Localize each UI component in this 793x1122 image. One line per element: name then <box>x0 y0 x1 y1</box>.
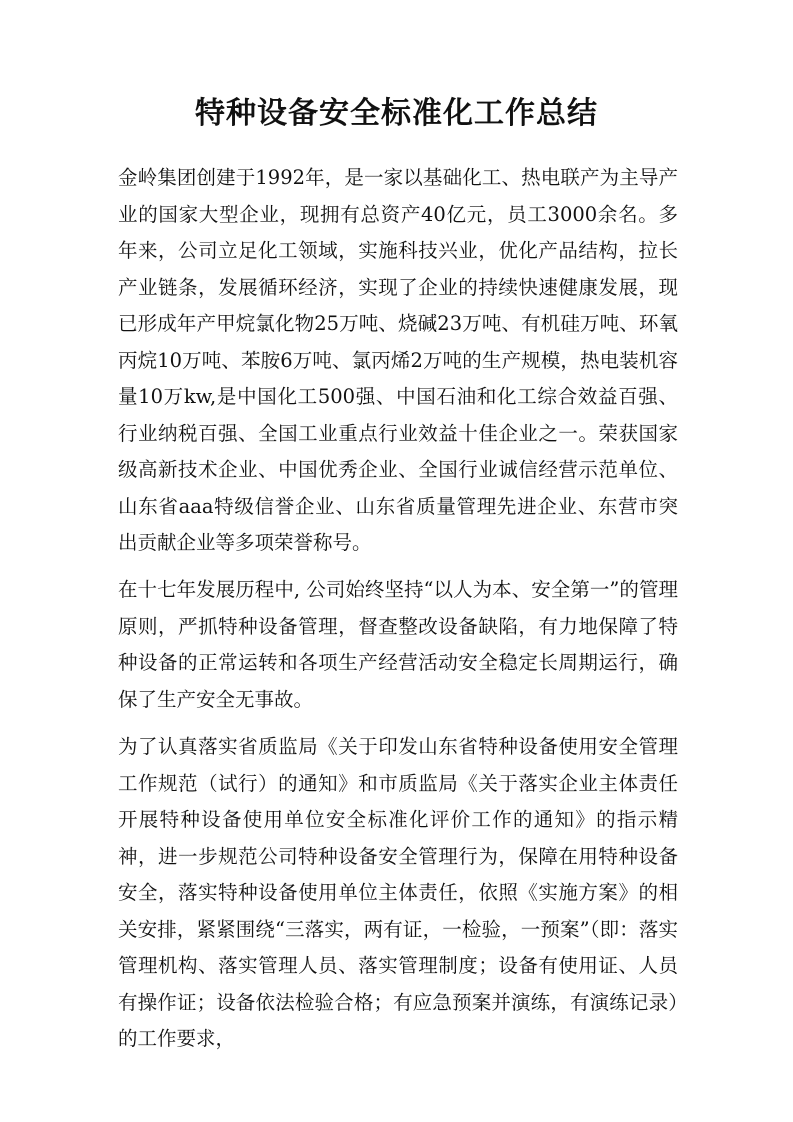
document-title: 特种设备安全标准化工作总结 <box>195 96 598 131</box>
paragraph-safety-principle: 在十七年发展历程中, 公司始终坚持“以人为本、安全第一”的管理原则，严抓特种设备管理，督查整改设备缺陷，有力地保障了特种设备的正常运转和各项生产经营活动安全稳定长周期运行，确保了生产安全无事故。 <box>118 578 678 711</box>
paragraph-company-profile: 金岭集团创建于1992年，是一家以基础化工、热电联产为主导产业的国家大型企业，现拥有总资产40亿元，员工3000余名。多年来，公司立足化工领域，实施科技兴业，优化产品结构，拉长产业链条，发展循环经济，实现了企业的持续快速健康发展，现已形成年产甲烷氯化物25万吨、烧碱23万吨、有机硅万吨、环氧丙烷10万吨、苯胺6万吨、氯丙烯2万吨的生产规模，热电装机容量10万kw,是中国化工500强、中国石油和化工综合效益百强、行业纳税百强、全国工业重点行业效益十佳企业之一。荣获国家级高新技术企业、中国优秀企业、全国行业诚信经营示范单位、山东省aaa特级信誉企业、山东省质量管理先进企业、东营市突出贡献企业等多项荣誉称号。 <box>118 166 678 554</box>
paragraph-standardization-work: 为了认真落实省质监局《关于印发山东省特种设备使用安全管理工作规范（试行）的通知》和市质监局《关于落实企业主体责任开展特种设备使用单位安全标准化评价工作的通知》的指示精神，进一步规范公司特种设备安全管理行为，保障在用特种设备安全，落实特种设备使用单位主体责任，依照《实施方案》的相关安排，紧紧围绕“三落实，两有证，一检验，一预案”（即：落实管理机构、落实管理人员、落实管理制度；设备有使用证、人员有操作证；设备依法检验合格；有应急预案并演练，有演练记录）的工作要求， <box>118 735 678 1050</box>
